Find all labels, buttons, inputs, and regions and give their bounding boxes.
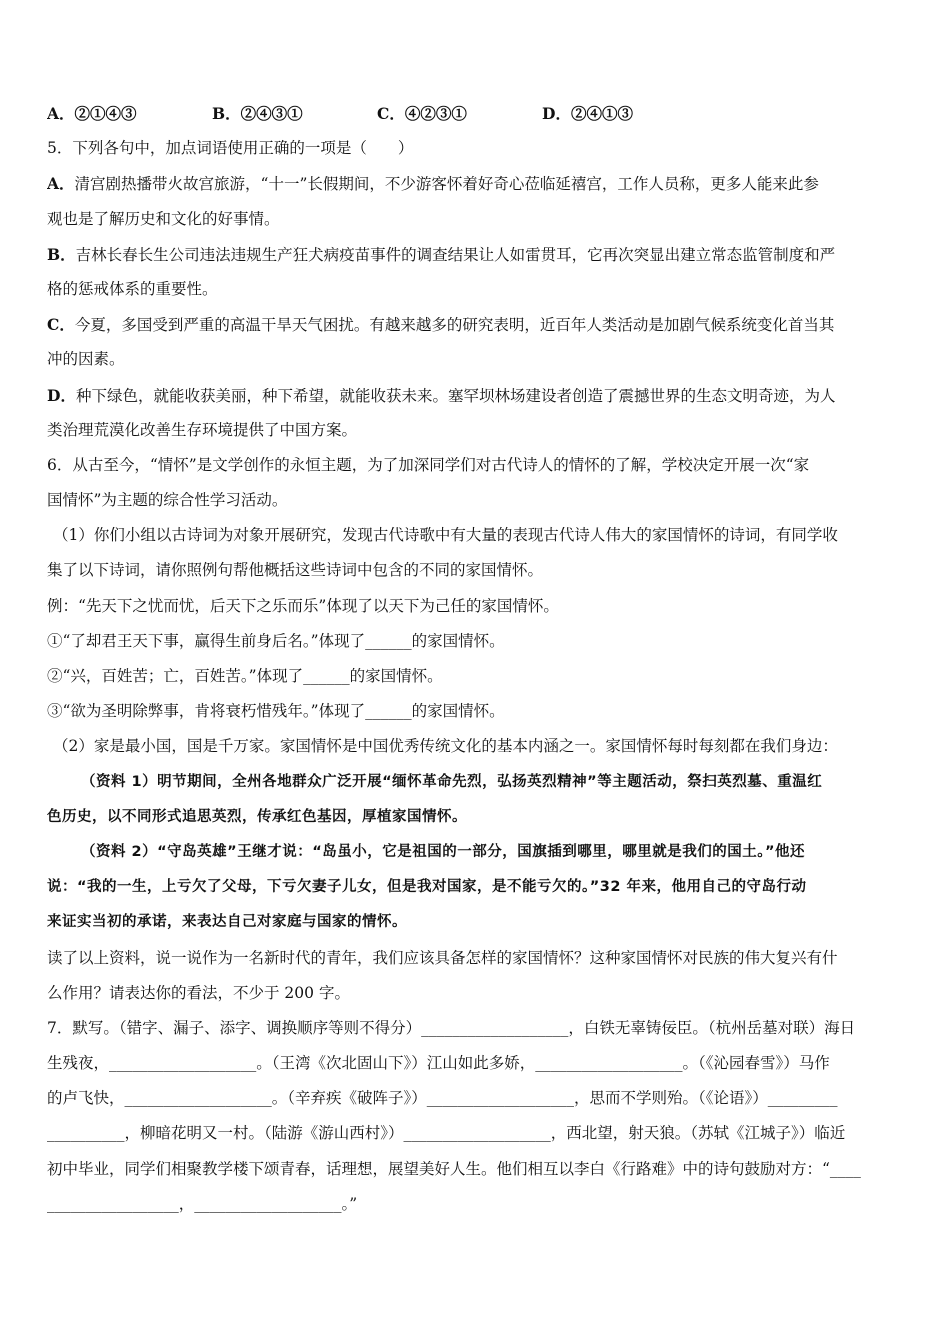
q7-line-3[interactable]: 的卢飞快，___________________。（辛弃疾《破阵子》）___________________，思而不学则殆。（《论语》）_________ [47,1089,838,1108]
q6-item-1[interactable]: ①“了却君王天下事，赢得生前身后名。”体现了______的家国情怀。 [47,631,505,650]
q6-item-3[interactable]: ③“欲为圣明除弊事，肯将衰朽惜残年。”体现了______的家国情怀。 [47,702,505,721]
q4-options [47,96,907,131]
q5-option-b-label: B． [47,244,76,264]
q5-option-a[interactable] [47,166,907,201]
q7-line-4[interactable]: __________，柳暗花明又一村。（陆游《游山西村》）___________________，西北望，射天狼。（苏轼《江城子》）临近 [47,1124,846,1143]
q6-task-cont: 么作用？请表达你的看法，不少于 200 字。 [47,983,350,1002]
q6-material-2-cont-2: 来证实当初的承诺，来表达自己对家庭与国家的情怀。 [47,914,407,931]
q5-stem: 5．下列各句中，加点词语使用正确的一项是（ ） [47,139,414,158]
q5-option-b-text: 吉林长春长生公司违法违规生产狂犬病疫苗事件的调查结果让人如雷贯耳，它再次突显出建立常态监管制度和严 [75,245,836,264]
q5-option-a-text: 清宫剧热播带火故宫旅游，“十一”长假期间，不少游客怀着好奇心莅临延禧宫，工作人员称，更多人能来此参 [74,175,819,194]
q4-option-c[interactable]: C．④②③① [377,104,467,123]
q5-option-a-cont: 观也是了解历史和文化的好事情。 [47,209,280,228]
q7-line-5[interactable]: 初中毕业，同学们相聚教学楼下颂青春，话理想，展望美好人生。他们相互以李白《行路难》中的诗句鼓励对方：“____ [47,1159,861,1178]
q5-option-d-label: D． [47,385,76,405]
q6-stem-cont: 国情怀”为主题的综合性学习活动。 [47,491,288,510]
q6-stem: 6．从古至今，“情怀”是文学创作的永恒主题，为了加深同学们对古代诗人的情怀的了解，学校决定开展一次“家 [47,455,810,474]
q5-option-d-cont: 类治理荒漠化改善生存环境提供了中国方案。 [47,420,358,439]
q5-option-c-cont: 冲的因素。 [47,350,125,369]
q7-line-1[interactable]: 7．默写。（错字、漏子、添字、调换顺序等则不得分）___________________，白铁无辜铸佞臣。（杭州岳墓对联）海日 [47,1018,856,1037]
q6-material-2-cont-1: 说：“我的一生，上亏欠了父母，下亏欠妻子儿女，但是我对国家，是不能亏欠的。”32 年来，他用自己的守岛行动 [47,879,807,896]
q4-option-a[interactable]: A．②①④③ [47,104,137,123]
q5-option-a-label: A． [47,174,75,194]
q6-material-1: （资料 1）明节期间，全州各地群众广泛开展“缅怀革命先烈，弘扬英烈精神”等主题活动，祭扫英烈墓、重温红 [81,773,823,790]
q6-example: 例：“先天下之忧而忧，后天下之乐而乐”体现了以天下为己任的家国情怀。 [47,596,559,615]
q5-option-c-label: C． [47,315,75,335]
q5-option-c-text: 今夏，多国受到严重的高温干旱天气困扰。有越来越多的研究表明，近百年人类活动是加剧气候系统变化首当其 [74,316,835,335]
q6-part2: （2）家是最小国，国是千万家。家国情怀是中国优秀传统文化的基本内涵之一。家国情怀每时每刻都在我们身边： [53,737,838,756]
q7-line-6[interactable]: _________________，___________________。” [47,1194,358,1213]
q6-task: 读了以上资料，说一说作为一名新时代的青年，我们应该具备怎样的家国情怀？这种家国情怀对民族的伟大复兴有什 [47,948,838,967]
q7-line-2[interactable]: 生残夜，___________________。（王湾《次北固山下》）江山如此多娇，___________________。（《沁园春雪》）马作 [47,1054,830,1073]
q5-option-d-text: 种下绿色，就能收获美丽，种下希望，就能收获未来。塞罕坝林场建设者创造了震撼世界的生态文明奇迹，为人 [75,386,836,405]
q6-item-2[interactable]: ②“兴，百姓苦；亡，百姓苦。”体现了______的家国情怀。 [47,667,443,685]
q6-material-2: （资料 2）“守岛英雄”王继才说：“岛虽小，它是祖国的一部分，国旗插到哪里，哪里就是我们的国土。”他还 [81,843,806,860]
q5-option-d[interactable] [47,378,907,413]
q4-option-b[interactable]: B．②④③① [212,104,303,123]
q6-material-1-cont: 色历史，以不同形式追思英烈，传承红色基因，厚植家国情怀。 [47,808,467,825]
exam-page [47,96,907,1222]
q5-option-b[interactable] [47,237,907,272]
q6-part1-cont: 集了以下诗词，请你照例句帮他概括这些诗词中包含的不同的家国情怀。 [47,561,544,580]
q5-option-c[interactable] [47,307,907,342]
q4-option-d[interactable]: D．②④①③ [542,104,633,123]
q6-part1: （1）你们小组以古诗词为对象开展研究，发现古代诗歌中有大量的表现古代诗人伟大的家国情怀的诗词，有同学收 [53,526,838,545]
q5-option-b-cont: 格的惩戒体系的重要性。 [47,279,218,298]
